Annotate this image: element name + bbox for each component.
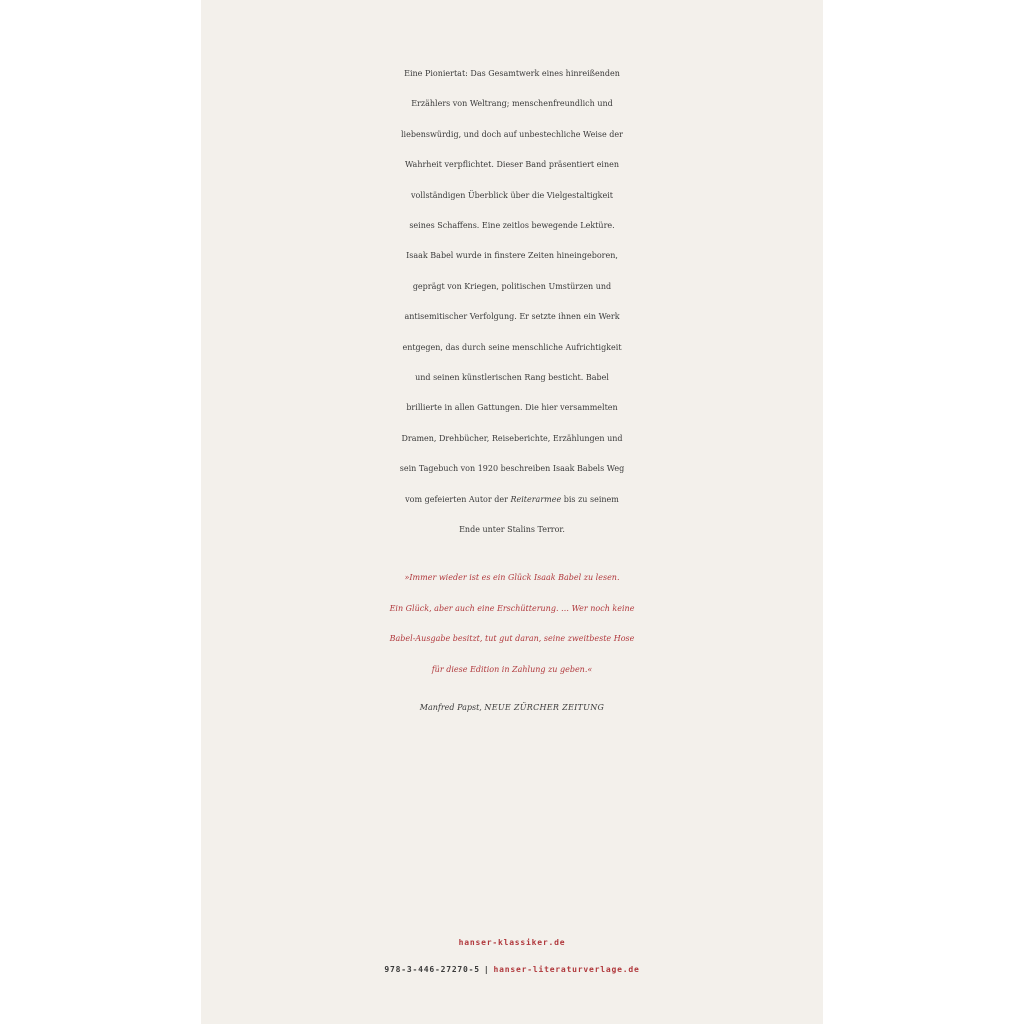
press-quote: [201, 563, 823, 685]
blurb-text-segment: vom gefeierten Autor der: [405, 494, 511, 504]
blurb-line: Dramen, Drehbücher, Reiseberichte, Erzählungen und: [401, 433, 623, 443]
footer-isbn-line: [201, 965, 823, 974]
blurb-line: antisemitischer Verfolgung. Er setzte ihnen ein Werk: [404, 312, 620, 322]
footer-website: [201, 938, 823, 947]
footer-separator: |: [483, 965, 490, 974]
quote-source: NEUE ZÜRCHER ZEITUNG: [484, 703, 605, 712]
blurb-line: entgegen, das durch seine menschliche Aufrichtigkeit: [402, 342, 622, 352]
blurb-line: Isaak Babel wurde in finstere Zeiten hineingeboren,: [406, 251, 618, 261]
quote-line: Ein Glück, aber auch eine Erschütterung. … Wer noch keine: [389, 603, 635, 613]
quote-line: »Immer wieder ist es ein Glück Isaak Babel zu lesen.: [404, 573, 620, 582]
quote-line: für diese Edition in Zahlung zu geben.«: [431, 664, 593, 674]
blurb-line: seines Schaffens. Eine zeitlos bewegende Lektüre.: [409, 221, 615, 231]
book-title-reiterarmee: Reiterarmee: [510, 494, 562, 504]
quote-attribution: [201, 694, 823, 722]
isbn-number: 978-3-446-27270-5: [384, 965, 480, 974]
blurb-line: Ende unter Stalins Terror.: [459, 525, 565, 535]
blurb-text-segment: bis zu seinem: [561, 494, 619, 504]
blurb-line: geprägt von Kriegen, politischen Umstürzen und: [412, 281, 612, 291]
blurb-line: sein Tagebuch von 1920 beschreiben Isaak Babels Weg: [399, 464, 625, 474]
blurb-line: [201, 485, 823, 515]
quote-line: Babel-Ausgabe besitzt, tut gut daran, seine zweitbeste Hose: [389, 634, 635, 643]
quote-author: Manfred Papst,: [419, 703, 482, 712]
publisher-link[interactable]: hanser-literaturverlage.de: [493, 965, 640, 974]
blurb-line: brillierte in allen Gattungen. Die hier versammelten: [406, 403, 618, 413]
book-back-cover: [201, 0, 823, 1024]
blurb-line: Erzählers von Weltrang; menschenfreundlich und: [411, 99, 613, 109]
blurb-line: vollständigen Überblick über die Vielgestaltigkeit: [410, 190, 614, 200]
blurb-line: Wahrheit verpflichtet. Dieser Band präsentiert einen: [405, 160, 619, 170]
blurb-line: liebenswürdig, und doch auf unbestechliche Weise der: [401, 129, 623, 139]
blurb-text: [201, 59, 823, 546]
blurb-line: Eine Pioniertat: Das Gesamtwerk eines hinreißenden: [404, 69, 620, 78]
website-link[interactable]: hanser-klassiker.de: [458, 938, 566, 947]
blurb-line: und seinen künstlerischen Rang besticht. Babel: [415, 373, 609, 383]
